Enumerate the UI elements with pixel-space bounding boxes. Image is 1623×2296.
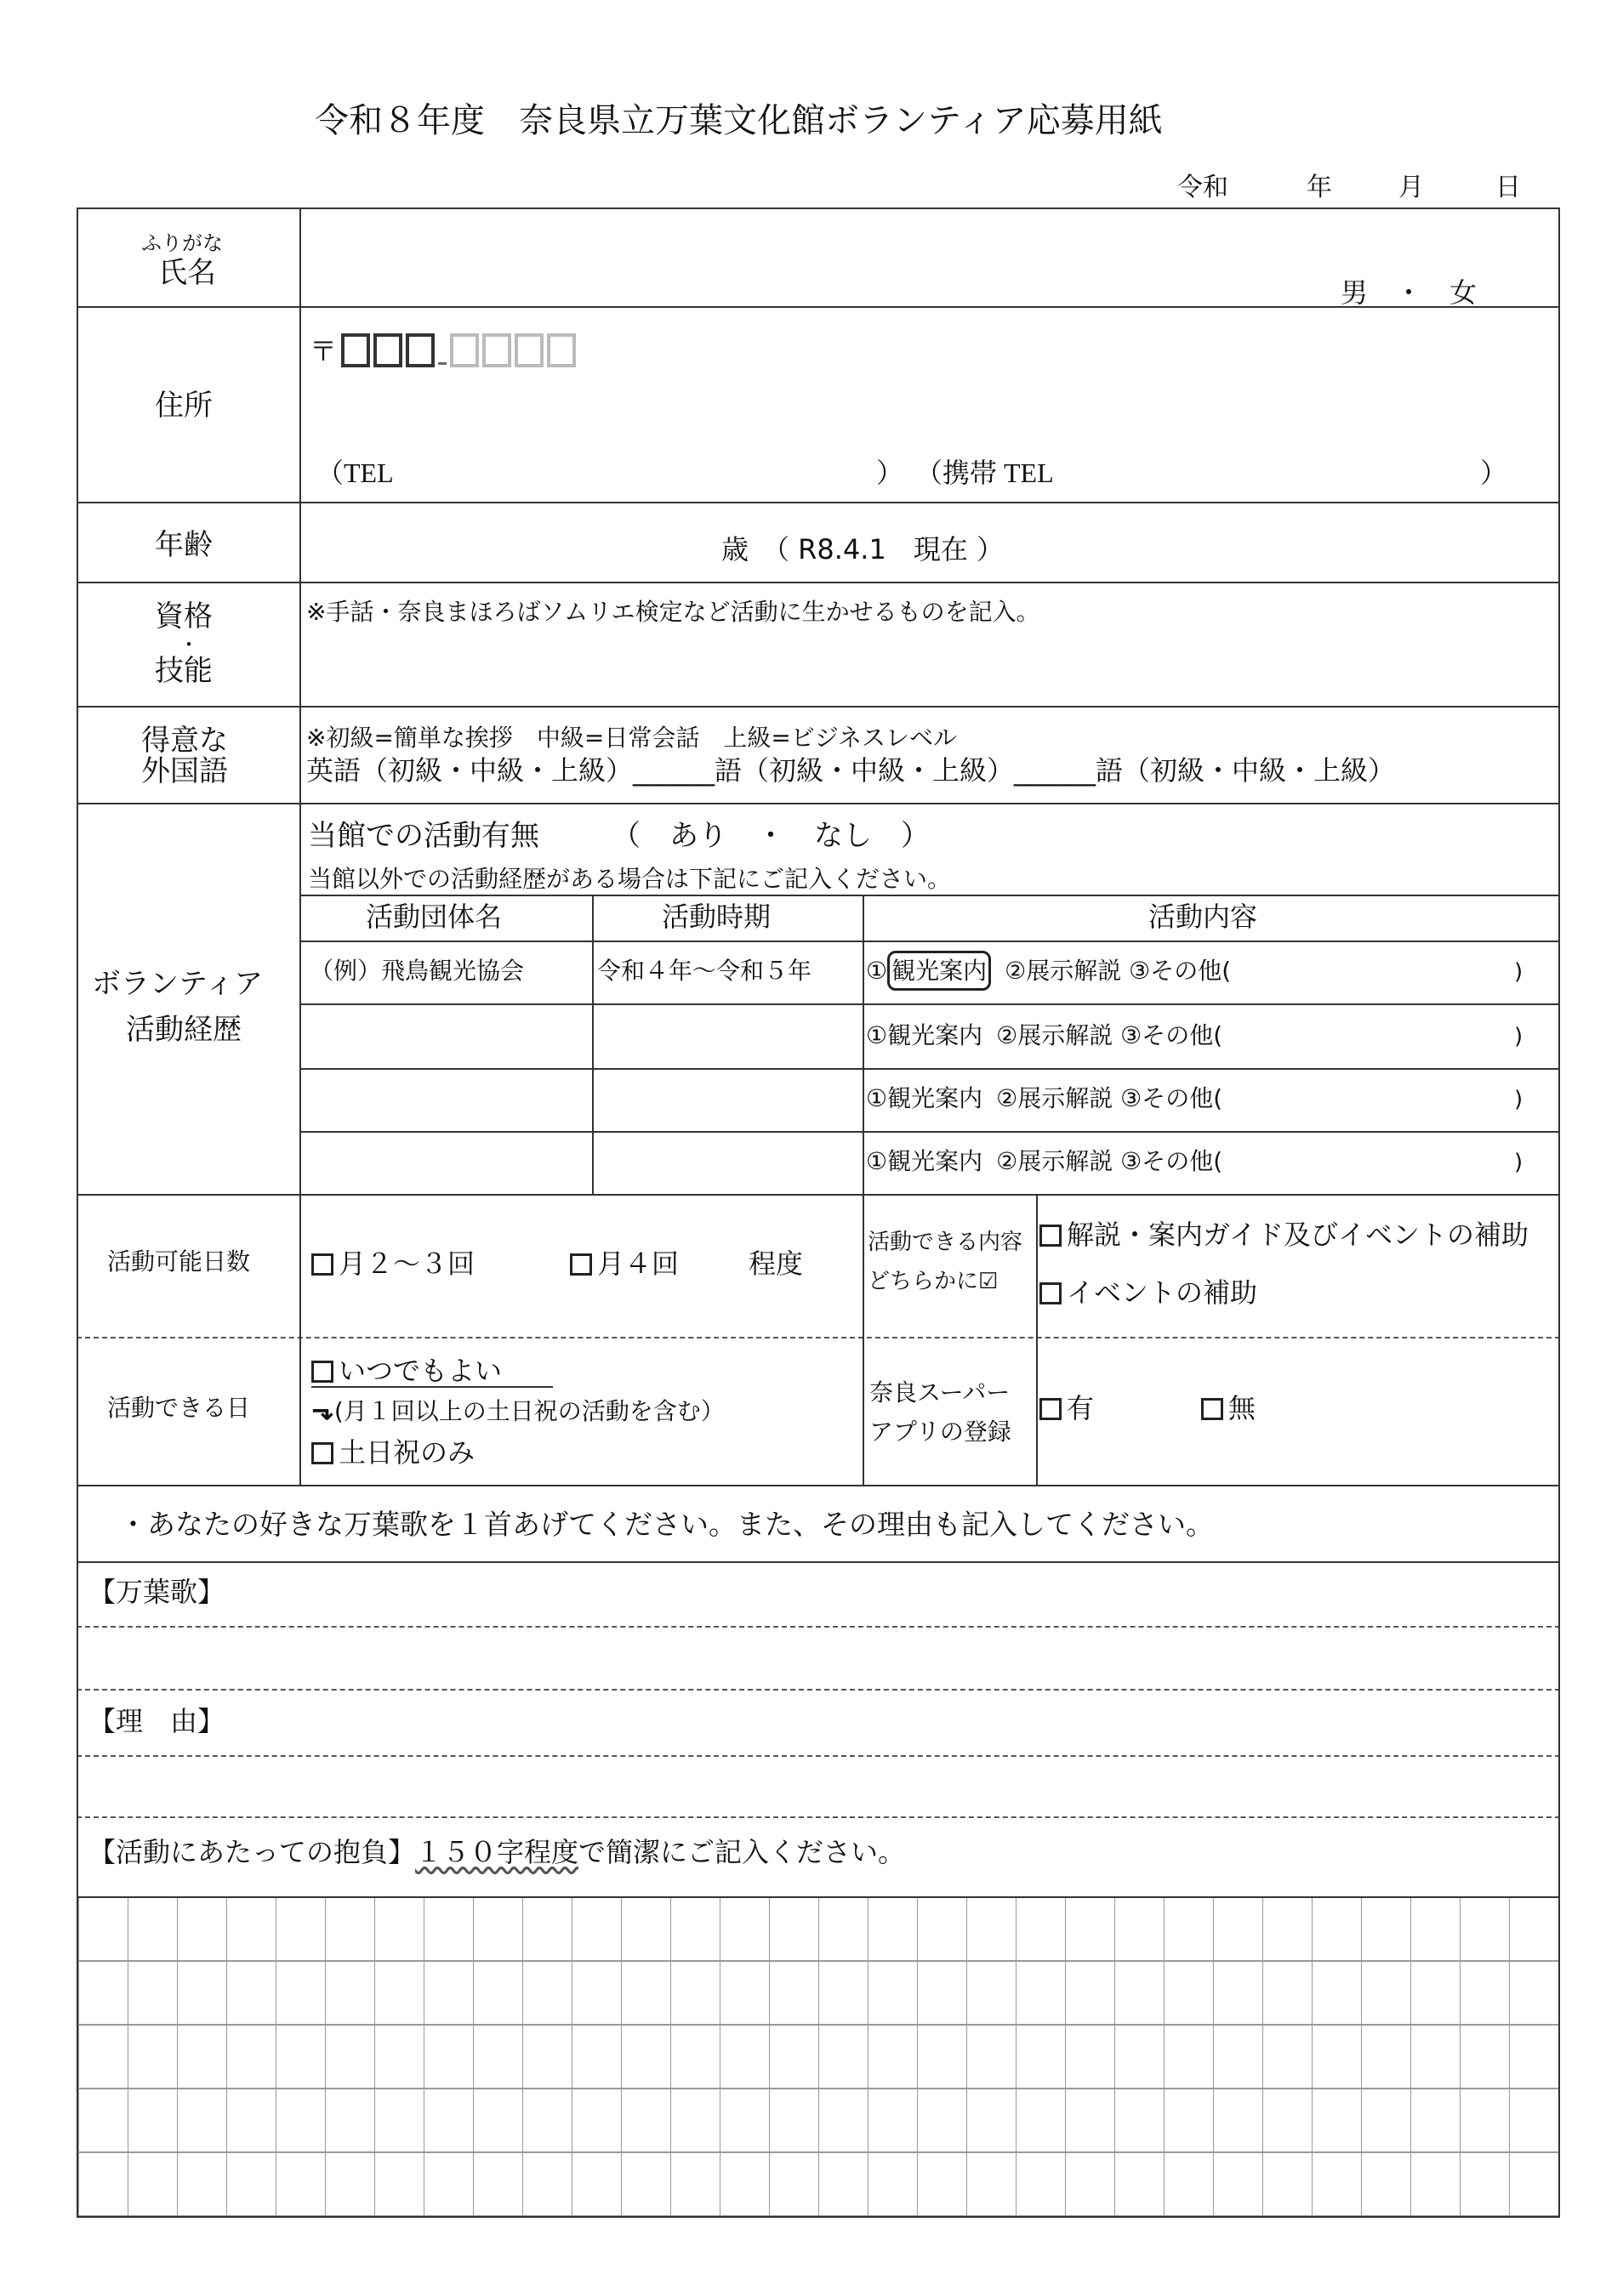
manyo-prompt: ・あなたの好きな万葉歌を１首あげてください。また、その理由も記入してください。 — [119, 1508, 1214, 1541]
day-option-anytime-label: いつでもよい — [339, 1355, 503, 1387]
checkbox-icon[interactable] — [311, 1442, 333, 1464]
freq-option-2[interactable] — [570, 1247, 680, 1280]
checkbox-icon[interactable] — [1039, 1282, 1062, 1304]
example-period: 令和４年～令和５年 — [597, 957, 812, 985]
option-1-number: ① — [866, 957, 888, 985]
example-organization: （例）飛鳥観光協会 — [310, 957, 525, 985]
postal-mark: 〒 — [310, 335, 338, 367]
option-1-circled: 観光案内 — [887, 951, 991, 991]
aspiration-label-text: 【活動にあたっての抱負】 — [88, 1836, 416, 1868]
option-rest: ②展示解説 ③その他( — [996, 1084, 1223, 1112]
date-month: 月 — [1398, 173, 1424, 202]
mobile-tel-label: （携帯 TEL — [915, 457, 1054, 488]
postal-code-boxes[interactable] — [310, 333, 579, 372]
content-options-row[interactable] — [866, 1147, 1223, 1175]
day-option-weekend[interactable] — [311, 1436, 476, 1469]
reason-label: 【理 由】 — [88, 1705, 225, 1737]
checkbox-icon[interactable] — [1039, 1398, 1062, 1420]
freq-option-1[interactable] — [311, 1247, 476, 1280]
language-label-1: 得意な — [141, 724, 228, 758]
checkbox-icon[interactable] — [311, 1361, 333, 1383]
gender-choice[interactable]: 男 ・ 女 — [1341, 276, 1478, 309]
museum-activity-presence[interactable]: 当館での活動有無 （ あり ・ なし ） — [308, 819, 930, 853]
freq-option-2-label: 月４回 — [597, 1247, 680, 1280]
arrow-down-right-icon: ⬎ — [311, 1394, 334, 1426]
content-options-example — [866, 959, 1231, 983]
option-1-number: ① — [866, 1084, 888, 1112]
language-label-2: 外国語 — [141, 754, 228, 788]
address-label: 住所 — [155, 389, 213, 423]
option-1-text: 観光案内 — [887, 1084, 983, 1112]
content-option-guide[interactable] — [1039, 1219, 1529, 1251]
freq-option-1-label: 月２～３回 — [339, 1247, 476, 1280]
aspiration-instruction: で簡潔にご記入ください。 — [578, 1836, 906, 1868]
period-input[interactable] — [595, 1007, 859, 1065]
age-label: 年齢 — [155, 528, 213, 562]
content-option-event[interactable] — [1039, 1276, 1258, 1309]
content-label-2-text: どちらかに — [868, 1269, 979, 1294]
checkbox-icon[interactable] — [311, 1253, 333, 1276]
day-note-text: (月１回以上の土日祝の活動を含む） — [333, 1397, 725, 1425]
close-paren: ) — [1514, 959, 1523, 985]
content-options-row[interactable] — [866, 1084, 1223, 1112]
content-options-row[interactable] — [866, 1021, 1223, 1049]
close-paren: ) — [1514, 1087, 1523, 1112]
app-label-1: 奈良スーパー — [869, 1378, 1011, 1407]
option-1-number: ① — [866, 1147, 888, 1175]
organization-input[interactable] — [303, 1071, 589, 1128]
option-1-text: 観光案内 — [887, 1021, 983, 1049]
header-organization: 活動団体名 — [366, 901, 503, 933]
option-rest: ②展示解説 ③その他( — [1005, 957, 1232, 985]
age-text[interactable]: 歳 （ R8.4.1 現在 ） — [721, 533, 1005, 565]
day-option-anytime[interactable] — [311, 1357, 553, 1388]
option-rest: ②展示解説 ③その他( — [996, 1021, 1223, 1049]
checkbox-icon[interactable] — [1201, 1398, 1223, 1420]
qualification-label: 資格 — [155, 600, 213, 634]
date-day: 日 — [1495, 173, 1521, 202]
day-label: 活動できる日 — [107, 1394, 251, 1422]
days-label: 活動可能日数 — [107, 1247, 251, 1276]
period-input[interactable] — [595, 1134, 859, 1191]
date-year: 年 — [1307, 173, 1332, 202]
name-label: 氏名 — [158, 256, 216, 290]
option-rest: ②展示解説 ③その他( — [996, 1147, 1223, 1175]
content-label-1: 活動できる内容 — [868, 1230, 1023, 1255]
qualification-input-area[interactable] — [303, 633, 1555, 701]
header-content: 活動内容 — [1148, 901, 1258, 933]
checkmark-icon: ☑ — [978, 1269, 999, 1294]
mobile-tel-close: ） — [1480, 457, 1508, 488]
address-input-area[interactable] — [303, 400, 1555, 451]
checkbox-icon[interactable] — [1039, 1225, 1062, 1247]
volunteer-label-2: 活動経歴 — [126, 1013, 242, 1047]
app-option-yes-label: 有 — [1067, 1392, 1095, 1424]
content-label-2 — [868, 1270, 998, 1293]
manuscript-grid[interactable] — [78, 1898, 1558, 2216]
poem-label: 【万葉歌】 — [88, 1576, 225, 1608]
content-option-event-label: イベントの補助 — [1067, 1276, 1258, 1309]
language-note: ※初級=簡単な挨拶 中級=日常会話 上級=ビジネスレベル — [306, 724, 958, 752]
day-note — [311, 1396, 725, 1424]
checkbox-icon[interactable] — [570, 1253, 592, 1276]
tel-label: （TEL — [316, 457, 394, 488]
day-option-weekend-label: 土日祝のみ — [339, 1436, 476, 1469]
app-option-yes[interactable] — [1039, 1392, 1095, 1424]
tel-close: ） — [876, 457, 904, 488]
aspiration-label — [88, 1836, 906, 1868]
organization-input[interactable] — [303, 1134, 589, 1191]
app-option-no-label: 無 — [1228, 1392, 1256, 1424]
close-paren: ) — [1514, 1150, 1523, 1175]
skills-label: 技能 — [155, 654, 213, 688]
language-levels[interactable]: 英語（初級・中級・上級）______語（初級・中級・上級）______語（初級・中級・上級） — [306, 754, 1396, 787]
option-1-number: ① — [866, 1021, 888, 1049]
volunteer-label-1: ボランティア — [92, 967, 264, 1001]
organization-input[interactable] — [303, 1007, 589, 1065]
freq-suffix: 程度 — [749, 1247, 804, 1280]
qualification-dot: ・ — [179, 633, 199, 656]
date-era: 令和 — [1177, 173, 1228, 202]
reason-input-area[interactable] — [78, 1757, 1558, 1815]
option-1-text: 観光案内 — [887, 1147, 983, 1175]
furigana-label: ふりがな — [141, 231, 223, 255]
period-input[interactable] — [595, 1071, 859, 1128]
app-label-2: アプリの登録 — [869, 1418, 1011, 1446]
aspiration-length-underlined: １５０字程度 — [415, 1836, 579, 1868]
other-activity-note: 当館以外での活動経歴がある場合は下記にご記入ください。 — [308, 865, 952, 893]
form-title: 令和８年度 奈良県立万葉文化館ボランティア応募用紙 — [315, 101, 1163, 140]
close-paren: ) — [1514, 1024, 1523, 1049]
app-option-no[interactable] — [1201, 1392, 1256, 1424]
qualification-note: ※手話・奈良まほろばソムリエ検定など活動に生かせるものを記入。 — [306, 598, 1040, 626]
poem-input-area[interactable] — [78, 1628, 1558, 1687]
header-period: 活動時期 — [662, 901, 772, 933]
content-option-guide-label: 解説・案内ガイド及びイベントの補助 — [1067, 1219, 1529, 1251]
